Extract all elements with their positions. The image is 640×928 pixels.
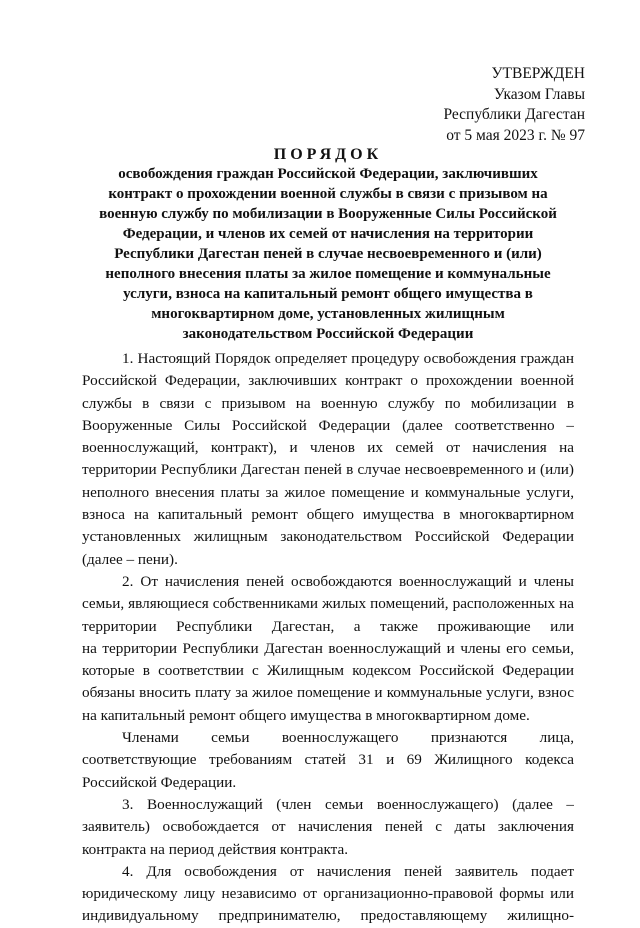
subtitle-line: услуги, взноса на капитальный ремонт общего имущества в [123, 286, 533, 302]
paragraph-line: установленных жилищным законодательством Российской Федерации [82, 528, 574, 546]
paragraph-line: юридическому лицу независимо от организационно-правовой формы или [82, 885, 574, 903]
paragraph-4 [82, 861, 574, 928]
paragraph-line: Российской Федерации. [82, 773, 237, 791]
paragraph-line: контракта на период действия контракта. [82, 840, 349, 858]
paragraph-line: заявитель) освобождается от начисления пеней с даты заключения [82, 818, 574, 836]
paragraph-line: на капитальный ремонт общего имущества в многоквартирном доме. [82, 706, 530, 724]
paragraph-line: соответствующие требованиям статей 31 и 69 Жилищного кодекса [82, 751, 574, 769]
paragraph-line: 1. Настоящий Порядок определяет процедуру освобождения граждан [122, 350, 574, 367]
subtitle-line: Федерации, и членов их семей от начисления на территории [122, 226, 534, 242]
approval-block [395, 64, 585, 146]
paragraph-line: военнослужащий, контракт), и членов их семей от начисления на [82, 439, 574, 457]
paragraph-line: 2. От начисления пеней освобождаются военнослужащий и члены [122, 572, 574, 590]
paragraph-line: территории Республики Дагестан, а также проживающие или [82, 617, 574, 635]
subtitle-line: освобождения граждан Российской Федерации, заключивших [118, 166, 538, 182]
paragraph-line: службы в связи с призывом на военную службу по мобилизации в [82, 394, 574, 412]
paragraph-line: индивидуальному предпринимателю, предоставляющему жилищно- [82, 907, 574, 925]
paragraph-line: неполного внесения платы за жилое помещение и коммунальные услуги, [82, 483, 574, 501]
approval-line-decree: Указом Главы [493, 85, 585, 103]
paragraph-line: Членами семьи военнослужащего признаются лица, [122, 729, 574, 747]
paragraph-2-family [82, 727, 574, 794]
subtitle-line: контракт о прохождении военной службы в связи с призывом на [108, 186, 548, 202]
approval-line-republic: Республики Дагестан [443, 106, 585, 123]
document-heading: ПОРЯДОК [273, 146, 383, 163]
paragraph-line: 4. Для освобождения от начисления пеней заявитель подает [122, 862, 574, 880]
paragraph-line: Российской Федерации, заключивших контракт о прохождении военной [82, 372, 574, 390]
approval-line-date: от 5 мая 2023 г. № 97 [446, 126, 585, 144]
subtitle-line: многоквартирном доме, установленных жилищным [151, 306, 505, 322]
subtitle-line: Республики Дагестан пеней в случае несвоевременного и (или) [114, 246, 542, 262]
paragraph-line: 3. Военнослужащий (член семьи военнослужащего) (далее – [122, 795, 574, 813]
paragraph-line: взноса на капитальный ремонт общего имущества в многоквартирном [82, 506, 574, 524]
subtitle-line: неполного внесения платы за жилое помещение и коммунальные [105, 266, 551, 282]
subtitle-line: законодательством Российской Федерации [182, 326, 474, 342]
approval-line-approved: УТВЕРЖДЕН [491, 65, 585, 82]
subtitle-line: военную службу по мобилизации в Вооруженные Силы Российской [99, 206, 557, 222]
paragraph-line: которые в соответствии с Жилищным кодексом Российской Федерации [82, 662, 574, 680]
paragraph-2 [82, 571, 574, 727]
paragraph-3 [82, 794, 574, 861]
paragraph-line: (далее – пени). [82, 550, 178, 568]
paragraph-1 [82, 348, 574, 571]
paragraph-line: на территории Республики Дагестан военнослужащий и члены его семьи, [82, 639, 574, 657]
document-body [82, 348, 574, 928]
paragraph-line: территории Республики Дагестан пеней в случае несвоевременного и (или) [82, 461, 574, 479]
paragraph-line: Вооруженные Силы Российской Федерации (далее соответственно – [82, 416, 574, 434]
document-subtitle [88, 164, 568, 344]
paragraph-line: семьи, являющиеся собственниками жилых помещений, расположенных на [82, 595, 574, 613]
paragraph-line: обязаны вносить плату за жилое помещение и коммунальные услуги, взнос [82, 684, 574, 702]
